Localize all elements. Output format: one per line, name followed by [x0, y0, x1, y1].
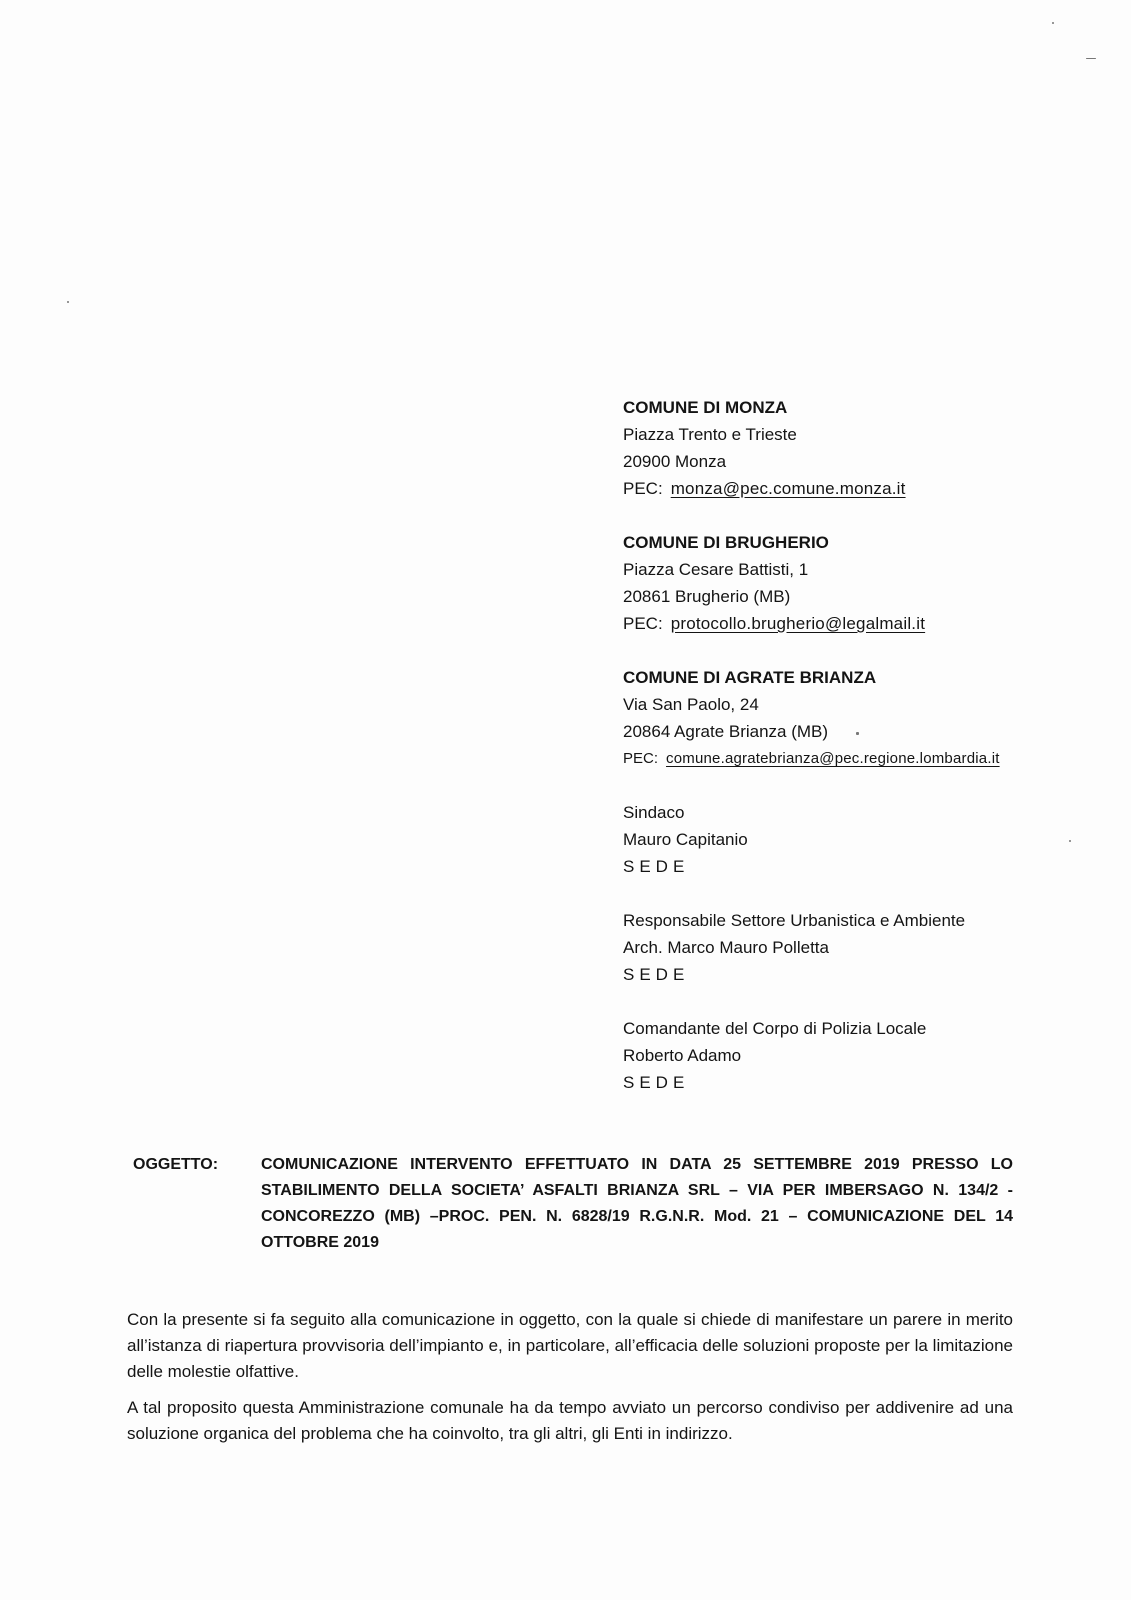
recipient-block-agrate [623, 664, 1083, 772]
recipient-city: 20861 Brugherio (MB) [623, 587, 791, 606]
official-place: SEDE [623, 1073, 690, 1092]
body-paragraph: A tal proposito questa Amministrazione comunale ha da tempo avviato un percorso condiviso per addivenire ad una soluzione organica del problema che ha coinvolto, tra gli altri, gli Enti in indirizzo. [127, 1398, 1013, 1443]
body-paragraph: Con la presente si fa seguito alla comunicazione in oggetto, con la quale si chiede di manifestare un parere in merito all’istanza di riapertura provvisoria dell’impianto e, in particolare, all’efficacia delle soluzioni proposte per la limitazione delle molestie olfattive. [127, 1310, 1013, 1381]
scan-speck [1086, 58, 1096, 59]
pec-email-link[interactable]: monza@pec.comune.monza.it [670, 479, 906, 498]
recipient-block-monza [623, 394, 1083, 502]
recipient-pec [623, 745, 1083, 772]
pec-label: PEC: [623, 479, 663, 498]
recipient-city: 20864 Agrate Brianza (MB) [623, 722, 829, 741]
pec-email-link[interactable]: protocollo.brugherio@legalmail.it [670, 614, 926, 633]
recipient-address: Piazza Trento e Trieste [623, 425, 797, 444]
subject-text: COMUNICAZIONE INTERVENTO EFFETTUATO IN DATA 25 SETTEMBRE 2019 PRESSO LO STABILIMENTO DELLA SOCIETA’ ASFALTI BRIANZA SRL – VIA PER IMBERSAGO N. 134/2 - CONCOREZZO (MB) –PROC. PEN. N. 6828/19 R.G.N.R. Mod. 21 – COMUNICAZIONE DEL 14 OTTOBRE 2019 [261, 1156, 1013, 1251]
recipient-pec [623, 610, 1083, 637]
recipient-name: COMUNE DI BRUGHERIO [623, 533, 829, 552]
letter-body [127, 1307, 1013, 1457]
official-name: Roberto Adamo [623, 1046, 742, 1065]
recipient-pec [623, 475, 1083, 502]
official-name: Arch. Marco Mauro Polletta [623, 938, 829, 957]
official-name: Mauro Capitanio [623, 830, 748, 849]
official-block-police [623, 1015, 1083, 1096]
official-role: Responsabile Settore Urbanistica e Ambiente [623, 911, 966, 930]
recipient-address: Via San Paolo, 24 [623, 695, 759, 714]
recipient-city: 20900 Monza [623, 452, 727, 471]
official-role: Comandante del Corpo di Polizia Locale [623, 1019, 927, 1038]
scan-speck [67, 301, 69, 303]
official-place: SEDE [623, 965, 690, 984]
scan-speck [1052, 22, 1054, 24]
recipient-address: Piazza Cesare Battisti, 1 [623, 560, 809, 579]
official-place: SEDE [623, 857, 690, 876]
official-role: Sindaco [623, 803, 685, 822]
subject-label: OGGETTO: [133, 1156, 219, 1173]
pec-label: PEC: [623, 614, 663, 633]
official-block-urban-planning [623, 907, 1083, 988]
official-block-mayor [623, 799, 1083, 880]
subject-section [133, 1152, 1013, 1256]
pec-label: PEC: [623, 750, 659, 767]
recipient-list [623, 394, 1083, 1096]
recipient-name: COMUNE DI MONZA [623, 398, 788, 417]
recipient-name: COMUNE DI AGRATE BRIANZA [623, 668, 877, 687]
recipient-block-brugherio [623, 529, 1083, 637]
pec-email-link[interactable]: comune.agratebrianza@pec.regione.lombardia.it [666, 750, 1000, 767]
